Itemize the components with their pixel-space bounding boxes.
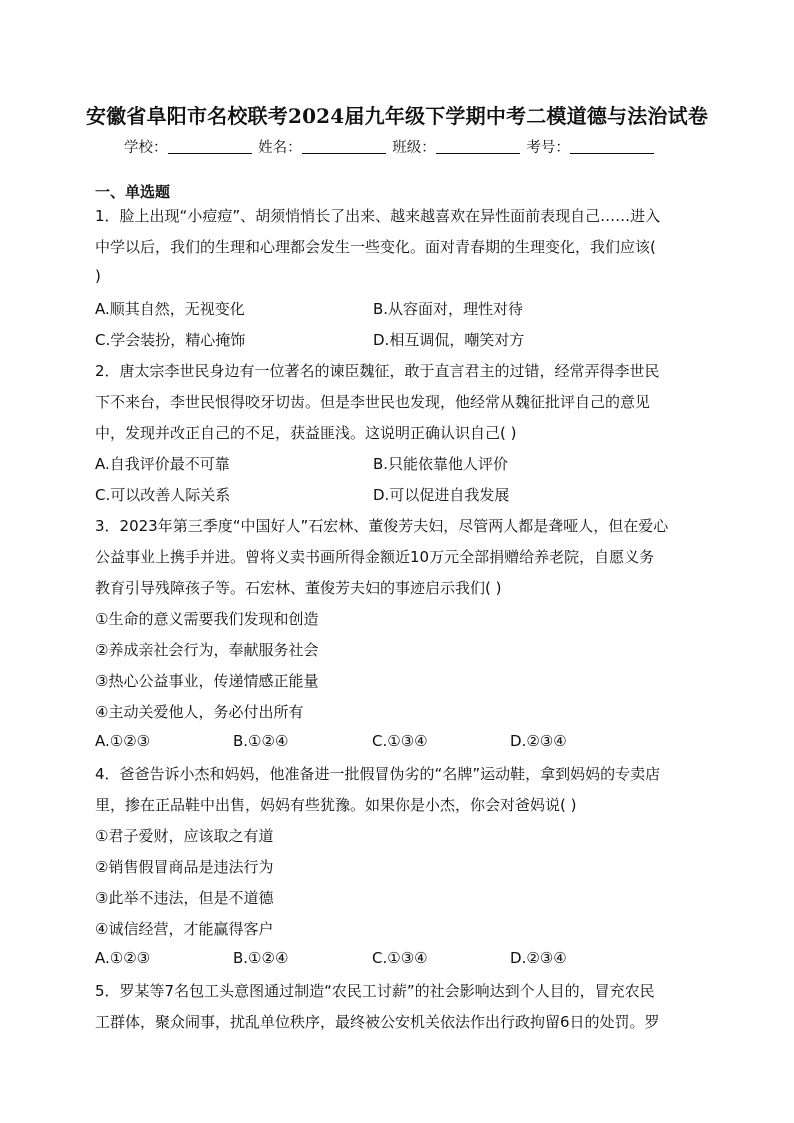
- question-3-line: 公益事业上携手并进。曾将义卖书画所得金额近10万元全部捐赠给养老院，自愿义务: [95, 548, 655, 566]
- q2-option-c[interactable]: C.可以改善人际关系: [95, 486, 231, 504]
- class-blank[interactable]: [436, 139, 520, 154]
- q3-option-b[interactable]: B.①②④: [233, 732, 289, 750]
- question-5-line: 工群体，聚众闹事，扰乱单位秩序，最终被公安机关依法作出行政拘留6日的处罚。罗: [95, 1013, 660, 1031]
- question-2-line: 2．唐太宗李世民身边有一位著名的谏臣魏征，敢于直言君主的过错，经常弄得李世民: [95, 362, 660, 380]
- exam-title: 安徽省阜阳市名校联考2024届九年级下学期中考二模道德与法治试卷: [85, 104, 709, 128]
- question-1-line: ): [95, 267, 101, 285]
- q4-option-a[interactable]: A.①②③: [95, 949, 151, 967]
- question-1-line: 1．脸上出现“小痘痘”、胡须悄悄长了出来、越来越喜欢在异性面前表现自己……进入: [95, 207, 661, 225]
- q2-option-b[interactable]: B.只能依靠他人评价: [373, 455, 509, 473]
- question-3-line: 3．2023年第三季度“中国好人”石宏林、董俊芳夫妇，尽管两人都是聋哑人，但在爱心: [95, 517, 669, 535]
- q4-statement: ③此举不违法，但是不道德: [95, 889, 274, 907]
- class-label: 班级：: [392, 140, 436, 156]
- question-1-line: 中学以后，我们的生理和心理都会发生一些变化。面对青春期的生理变化，我们应该(: [95, 238, 656, 256]
- question-2-line: 中，发现并改正自己的不足，获益匪浅。这说明正确认识自己( ): [95, 424, 517, 442]
- q4-option-c[interactable]: C.①③④: [372, 949, 428, 967]
- number-label: 考号：: [526, 140, 570, 156]
- q1-option-c[interactable]: C.学会装扮，精心掩饰: [95, 331, 246, 349]
- q3-option-d[interactable]: D.②③④: [510, 732, 567, 750]
- q1-option-a[interactable]: A.顺其自然，无视变化: [95, 300, 245, 318]
- question-4-line: 4．爸爸告诉小杰和妈妈，他准备进一批假冒伪劣的“名牌”运动鞋，拿到妈妈的专卖店: [95, 765, 661, 783]
- q4-statement: ②销售假冒商品是违法行为: [95, 858, 274, 876]
- q3-statement: ②养成亲社会行为，奉献服务社会: [95, 641, 319, 659]
- school-blank[interactable]: [168, 139, 252, 154]
- q3-statement: ④主动关爱他人，务必付出所有: [95, 703, 304, 721]
- student-info-row: [124, 136, 656, 157]
- school-label: 学校：: [124, 140, 168, 156]
- q2-option-d[interactable]: D.可以促进自我发展: [373, 486, 510, 504]
- q4-statement: ①君子爱财，应该取之有道: [95, 827, 274, 845]
- name-blank[interactable]: [302, 139, 386, 154]
- q4-option-b[interactable]: B.①②④: [233, 949, 289, 967]
- q3-option-c[interactable]: C.①③④: [372, 732, 428, 750]
- question-5-line: 5．罗某等7名包工头意图通过制造“农民工讨薪”的社会影响达到个人目的，冒充农民: [95, 982, 655, 1000]
- q1-option-b[interactable]: B.从容面对，理性对待: [373, 300, 524, 318]
- q4-option-d[interactable]: D.②③④: [510, 949, 567, 967]
- q2-option-a[interactable]: A.自我评价最不可靠: [95, 455, 230, 473]
- q3-statement: ①生命的意义需要我们发现和创造: [95, 610, 319, 628]
- section-heading: 一、单选题: [95, 183, 171, 201]
- question-2-line: 下不来台，李世民恨得咬牙切齿。但是李世民也发现，他经常从魏征批评自己的意见: [95, 393, 651, 411]
- question-3-line: 教育引导残障孩子等。石宏林、董俊芳夫妇的事迹启示我们( ): [95, 579, 502, 597]
- q3-statement: ③热心公益事业，传递情感正能量: [95, 672, 319, 690]
- q3-option-a[interactable]: A.①②③: [95, 732, 151, 750]
- name-label: 姓名：: [258, 140, 302, 156]
- q1-option-d[interactable]: D.相互调侃，嘲笑对方: [373, 331, 525, 349]
- question-4-line: 里，掺在正品鞋中出售，妈妈有些犹豫。如果你是小杰，你会对爸妈说( ): [95, 796, 577, 814]
- number-blank[interactable]: [570, 139, 654, 154]
- q4-statement: ④诚信经营，才能赢得客户: [95, 920, 274, 938]
